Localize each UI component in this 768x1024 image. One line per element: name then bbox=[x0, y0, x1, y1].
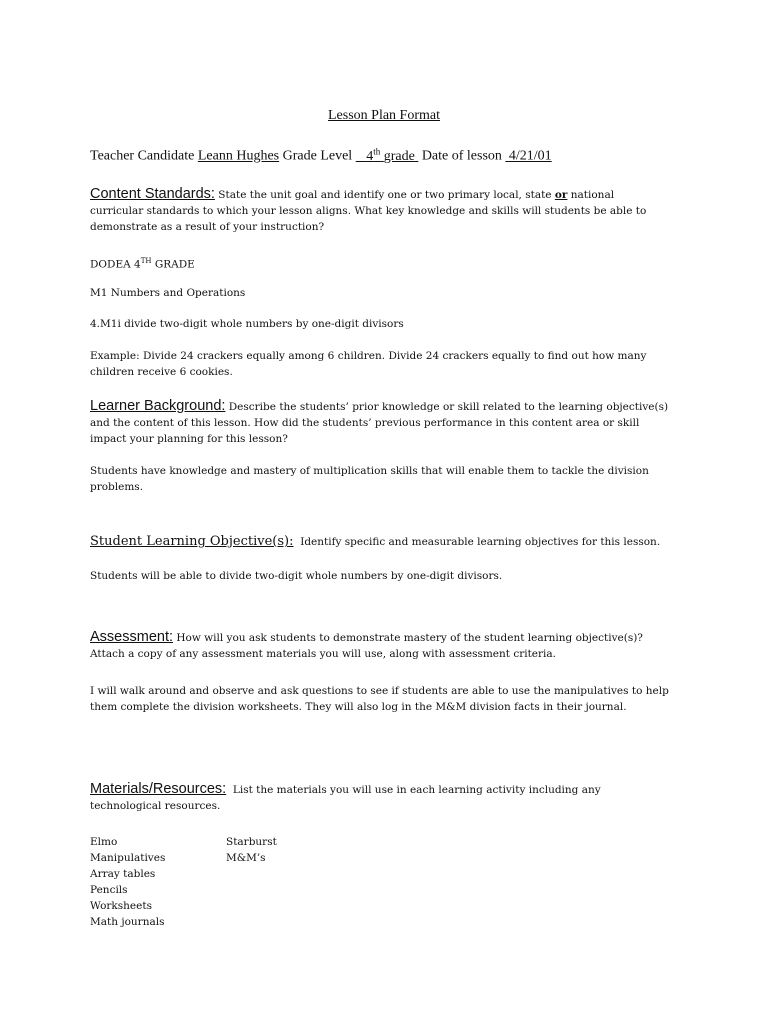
materials-prompt bbox=[90, 781, 670, 814]
list-item: Math journals bbox=[90, 916, 165, 928]
assessment-section bbox=[90, 629, 670, 662]
candidate-name: Leann Hughes bbox=[197, 148, 280, 164]
objectives-section bbox=[90, 534, 670, 550]
example-text: Example: Divide 24 crackers equally among 6 children. Divide 24 crackers equally to find out how many children receive 6 cookies. bbox=[90, 350, 647, 378]
content-standards-heading: Content Standards: bbox=[90, 186, 215, 202]
lesson-date-value: 4/21/01 bbox=[508, 148, 552, 164]
objectives-prompt-text: Identify specific and measurable learning objectives for this lesson. bbox=[300, 536, 661, 548]
grade-label: Grade Level bbox=[282, 148, 353, 164]
content-standards-prompt-text-2: national curricular standards to which your lesson aligns. What key knowledge and skills will students be able to demonstrate as a result of your instruction? bbox=[90, 189, 647, 233]
list-item: M&M’s bbox=[226, 852, 266, 864]
dodea-end: GRADE bbox=[151, 258, 195, 271]
dodea-sup: TH bbox=[140, 257, 152, 265]
materials-section bbox=[90, 781, 670, 814]
materials-list-1 bbox=[90, 834, 165, 930]
learner-background-prompt-text: Describe the students’ prior knowledge or skill related to the learning objective(s) and the content of this lesson. How did the students’ previous performance in this content area or skill impact your planning for this lesson? bbox=[90, 401, 669, 445]
objectives-prompt bbox=[90, 534, 670, 550]
list-item: Array tables bbox=[90, 868, 156, 880]
list-item: Worksheets bbox=[90, 900, 152, 912]
strand-line: M1 Numbers and Operations bbox=[90, 287, 246, 299]
learner-background-section bbox=[90, 398, 670, 447]
learner-background-prompt bbox=[90, 398, 670, 447]
list-item: Manipulatives bbox=[90, 852, 166, 864]
candidate-label: Teacher Candidate bbox=[90, 148, 195, 164]
materials-list-2 bbox=[226, 834, 277, 866]
objectives-heading: Student Learning Objective(s): bbox=[90, 534, 294, 549]
grade-sup: th bbox=[373, 146, 381, 156]
materials-heading: Materials/Resources: bbox=[90, 781, 227, 797]
dodea-line bbox=[90, 253, 670, 273]
dodea-main: DODEA 4 bbox=[90, 258, 141, 271]
assessment-prompt-text: How will you ask students to demonstrate mastery of the student learning objective(s)? Attach a copy of any assessment materials you will use, along with assessment criteria. bbox=[90, 632, 643, 660]
learner-background-response: Students have knowledge and mastery of multiplication skills that will enable them to tackle the division problems. bbox=[90, 465, 649, 493]
date-label: Date of lesson bbox=[421, 148, 502, 164]
lesson-date bbox=[505, 149, 551, 164]
learner-background-heading: Learner Background: bbox=[90, 398, 226, 414]
grade-number: 4 bbox=[366, 148, 374, 164]
content-standards-prompt bbox=[90, 186, 670, 235]
assessment-response: I will walk around and observe and ask questions to see if students are able to use the manipulatives to help them complete the division worksheets. They will also log in the M&M division facts in their journal. bbox=[90, 685, 669, 713]
page-title: Lesson Plan Format bbox=[328, 108, 440, 123]
content-standards-section bbox=[90, 186, 670, 235]
assessment-heading: Assessment: bbox=[90, 629, 173, 645]
materials-prompt-text: List the materials you will use in each learning activity including any technological resources. bbox=[90, 784, 601, 812]
content-standards-prompt-text-1: State the unit goal and identify one or two primary local, state bbox=[218, 189, 555, 201]
teacher-info-line bbox=[90, 146, 552, 165]
list-item: Pencils bbox=[90, 884, 128, 896]
grade-word: grade bbox=[383, 148, 415, 164]
standard-line: 4.M1i divide two-digit whole numbers by one-digit divisors bbox=[90, 318, 404, 330]
grade-value bbox=[356, 146, 419, 164]
list-item: Starburst bbox=[226, 836, 277, 848]
list-item: Elmo bbox=[90, 836, 118, 848]
assessment-prompt bbox=[90, 629, 670, 662]
objectives-response: Students will be able to divide two-digit whole numbers by one-digit divisors. bbox=[90, 570, 503, 582]
or-emphasis: or bbox=[554, 189, 568, 201]
